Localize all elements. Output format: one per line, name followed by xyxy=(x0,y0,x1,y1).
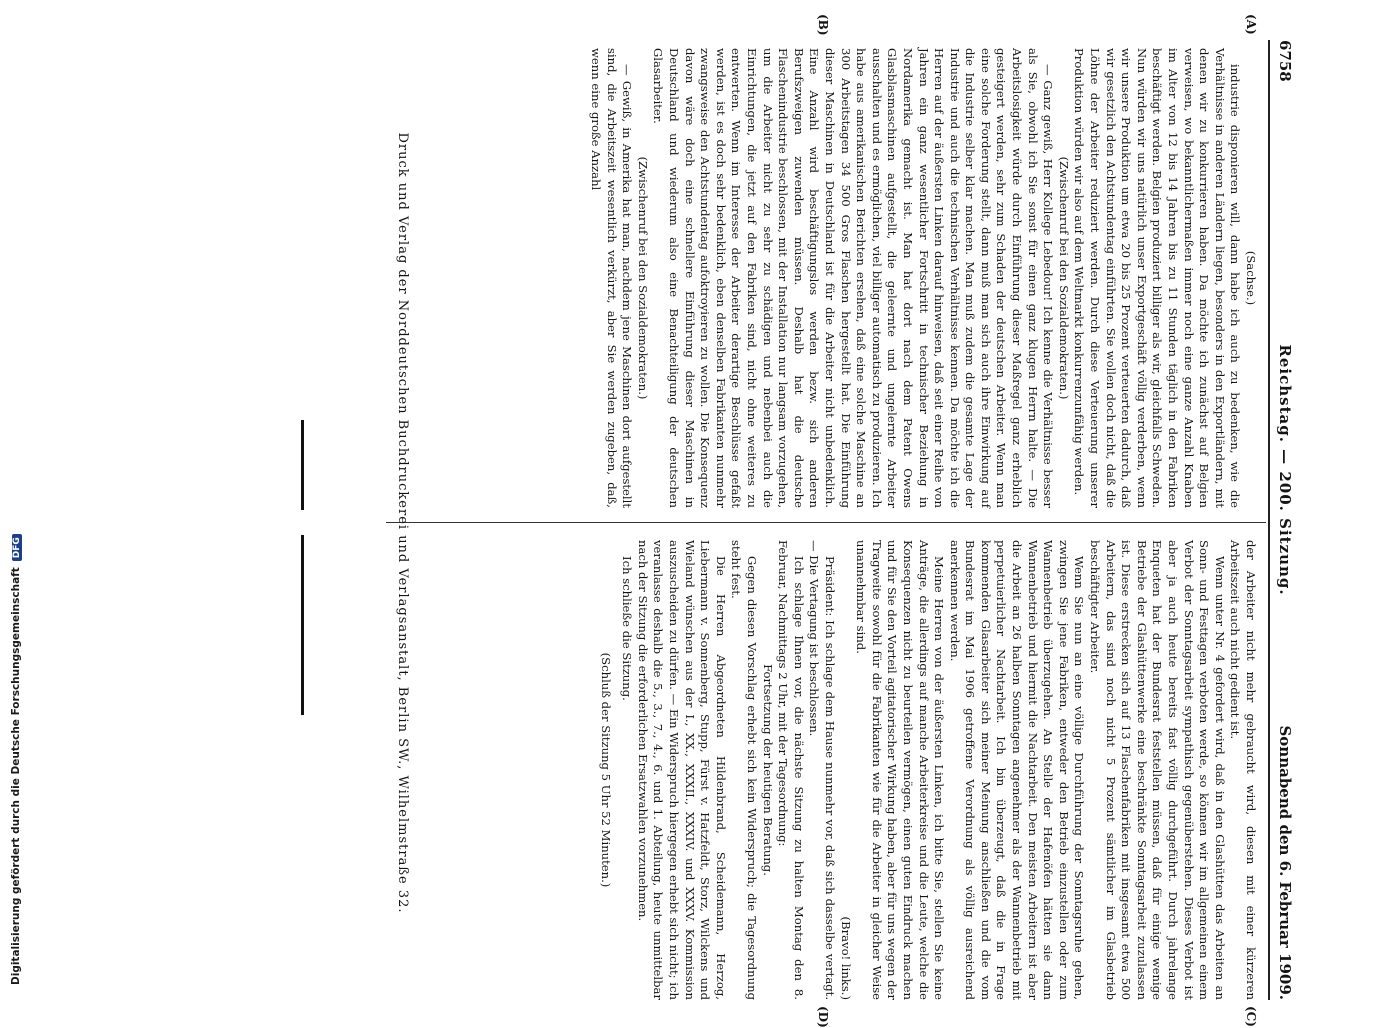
digitization-credit xyxy=(10,385,22,985)
session-title: Reichstag. — 200. Sitzung. xyxy=(1276,344,1294,596)
session-end: (Schluß der Sitzung 5 Uhr 52 Minuten.) xyxy=(598,652,613,888)
session-date: Sonnabend den 6. Februar 1909. xyxy=(1276,725,1294,1000)
interjection: (Zwischenruf bei den Sozialdemokraten.) xyxy=(635,156,650,400)
paragraph: der Arbeiter nicht mehr gebraucht wird, diesen mit einer kürzeren Arbeitszeit auch nicht gedient ist. xyxy=(1228,540,1258,1000)
paragraph: Wenn Sie nun an eine völlige Durchführung der Sonntagsruhe gehen, zwingen Sie jene Fabriken, entweder den Betrieb einzustellen oder zum Wannenbetrieb überzugehen. An Stelle der Hafenöfen hätten sie dann Wannenbetrieb und hiermit die Nachtarbeit. Den meisten Arbeitern ist aber die Arbeit an 26 halben Sonntagen angenehmer als der Wannenbetrieb mit perpetuierlicher Nachtarbeit. Ich bin überzeugt, daß die in Frage kommenden Glasarbeiter sich meiner Meinung anschließen und die vom Bundesrat im Mai 1906 getroffene Verordnung als völlig ausreichend anerkennen werden. xyxy=(947,540,1087,1000)
paragraph: industrie disponieren will, dann habe ich auch zu bedenken, wie die Verhältnisse in anderen Ländern liegen, besonders in den Exportländern, mit denen wir zu konkurrieren haben. Da möchte ich zunächst auf Belgien verweisen, wo bekanntlichermaßen immer noch eine ganze Anzahl Knaben im Alter von 12 bis 14 Jahren bis zu 11 Stunden täglich in den Fabriken beschäftigt werden. Belgien produziert billiger als wir, gleichfalls Schweden. Nun würden wir uns natürlich unser Exportgeschäft völlig verderben, wenn wir unsere Produktion um etwa 20 bis 25 Prozent verteuerten dadurch, daß wir gesetzlich den Achtstundentag einführten. Sie wollen doch nicht, daß die Löhne der Arbeiter reduziert werden. Durch diese Verteuerung unserer Produktion würden wir also auf dem Weltmarkt konkurrenzunfähig werden. xyxy=(1072,48,1243,508)
margin-marker-a: (A) xyxy=(1244,14,1258,35)
paragraph: — Ganz gewiß, Herr Kollege Lebedour! Ich kenne die Verhältnisse besser als Sie, obwohl ich Sie sonst für einen ganz klugen Herrn halte. — Die Arbeitslosigkeit würde durch Einführung dieser Maßregel ganz erheblich gesteigert werden, sehr zum Schaden der deutschen Arbeiter. Wenn man eine solche Forderung stellt, dann muß man sich auch ihre Einwirkung auf die Industrie selber klar machen. Man muß zudem die gesamte Lage der Industrie und auch die technischen Verhältnisse kennen. Da möchte ich die Herren auf der äußersten Linken darauf hinweisen, daß seit einer Reihe von Jahren ein ganz wesentlicher Fortschritt in technischer Beziehung in Nordamerika gemacht ist. Man hat dort nach dem Patent Owens Glasblasmaschinen aufgestellt, die geleernte und ungelernte Arbeiter ausschalten und es ermöglichen, viel billiger automatisch zu produzieren. Ich habe aus amerikanischen Berichten ersehen, daß eine solche Maschine an 300 Arbeitstagen 34 500 Gros Flaschen hergestellt hat. Die Einführung dieser Maschinen in Deutschland ist für die Arbeiter nicht unbedenklich. Eine Anzahl wird beschäftigungslos werden bezw. sich anderen Berufszweigen zuwenden müssen. Deshalb hat die deutsche Flaschenindustrie beschlossen, mit der Installation nur langsam vorzugehen, um die Arbeiter nicht zu sehr zu schädigen und nebenbei auch die Einrichtungen, die jetzt auf den Fabriken sind, nicht ohne weiteres zu entwerten. Wenn im Interesse der Arbeiter derartige Beschlüsse gefaßt werden, ist es doch sehr bedenklich, eben denselben Fabrikanten nunmehr zwangsweise den Achtstundentag aufoktroyieren zu wollen. Die Konsequenz davon wäre doch eine schnellere Einführung dieser Maschinen in Deutschland und wiederum also eine Benachteiligung der deutschen Glasarbeiter. xyxy=(651,48,1056,508)
paragraph: — Gewiß, in Amerika hat man, nachdem jene Maschinen dort aufgestellt sind, die Arbeitszeit wesentlich verkürzt, aber Sie werden zugeben, daß, wenn eine große Anzahl xyxy=(589,48,635,508)
paragraph: Die Herren Abgeordneten Hildenbrand, Scheidemann, Herzog, Liebermann v. Sonnenberg, Stupp, Fürst v. Hatzfeldt, Storz, Wilckens und Wieland wünschen aus der I., XX., XXXII., XXXIV. und XXXV. Kommission auszuscheiden zu dürfen. — Ein Widerspruch hiergegen erhebt sich nicht; ich veranlasse deshalb die 5., 3., 7., 4., 6. und 1. Abteilung, heute unmittelbar nach der Sitzung die erforderlichen Ersatzwahlen vorzunehmen. xyxy=(635,540,728,1000)
closing-rule-short xyxy=(301,420,304,510)
printer-imprint: Druck und Verlag der Norddeutschen Buchdruckerei und Verlagsanstalt, Berlin SW., Wilhelmstraße 32. xyxy=(395,132,410,914)
page-header xyxy=(1270,40,1300,1000)
column-divider xyxy=(386,522,1266,523)
interjection: (Zwischenruf bei den Sozialdemokraten.) xyxy=(1056,156,1071,400)
margin-marker-d: (D) xyxy=(816,1006,830,1028)
paragraph: Ich schließe die Sitzung. xyxy=(620,556,635,701)
left-column xyxy=(398,48,1258,508)
right-column xyxy=(598,540,1258,1000)
president-statement: Präsident: Ich schlage dem Hause nunmehr vor, daß sich dasselbe vertagt. — Die Vertagung ist beschlossen. xyxy=(807,540,837,1000)
document-page xyxy=(380,14,1300,1028)
applause-note: (Bravo! links.) xyxy=(838,916,853,1000)
dfg-logo: DFG xyxy=(12,534,22,561)
header-rule xyxy=(1268,40,1270,1000)
page-number: 6758 xyxy=(1276,40,1294,82)
paragraph: Ich schlage Ihnen vor, die nächste Sitzung zu halten Montag den 8. Februar, Nachmittags 2 Uhr, mit der Tagesordnung: xyxy=(776,540,806,1000)
credit-text: Digitalisierung gefördert durch die Deutsche Forschungsgemeinschaft xyxy=(10,567,22,985)
speaker-tag: (Sachse.) xyxy=(1244,250,1258,306)
agenda-item: Fortsetzung der heutigen Beratung. xyxy=(760,664,775,876)
paragraph: Meine Herren von der äußersten Linken, ich bitte Sie, stellen Sie keine Anträge, die allerdings auf manche Arbeiterkreise und die Leute, welche die Konsequenzen nicht zu beurteilen vermögen, einen guten Eindruck machen und für Sie den Vorteil agitatorischer Wirkung haben, aber für uns wegen der Tragweite sowohl für die Fabrikanten wie für die Arbeiter in gleicher Weise unannehmbar sind. xyxy=(854,540,947,1000)
paragraph: Wenn unter Nr. 4 gefordert wird, daß in den Glashütten das Arbeiten an Sonn- und Festtagen verboten werde, so können wir im allgemeinen einem Verbot der Sonntagsarbeit sympathisch gegenüberstehen. Dieses Verbot ist aber ja auch heute bereits fast völlig durchgeführt. Durch jahrelange Enqueten hat der Bundesrat feststellen müssen, daß für einige wenige Betriebe der Glashüttenwerke eine beschränkte Sonntagsarbeit zuzulassen ist. Diese erstrecken sich auf 13 Flaschenfabriken mit insgesamt etwa 500 Arbeitern, das sind noch nicht 5 Prozent sämtlicher im Glasbetrieb beschäftigter Arbeiter. xyxy=(1088,540,1227,1000)
margin-marker-c: (C) xyxy=(1244,1006,1258,1027)
paragraph: Gegen diesen Vorschlag erhebt sich kein Widerspruch; die Tagesordnung steht fest. xyxy=(729,540,759,1000)
margin-marker-b: (B) xyxy=(816,14,830,36)
closing-rule-long xyxy=(301,535,304,715)
